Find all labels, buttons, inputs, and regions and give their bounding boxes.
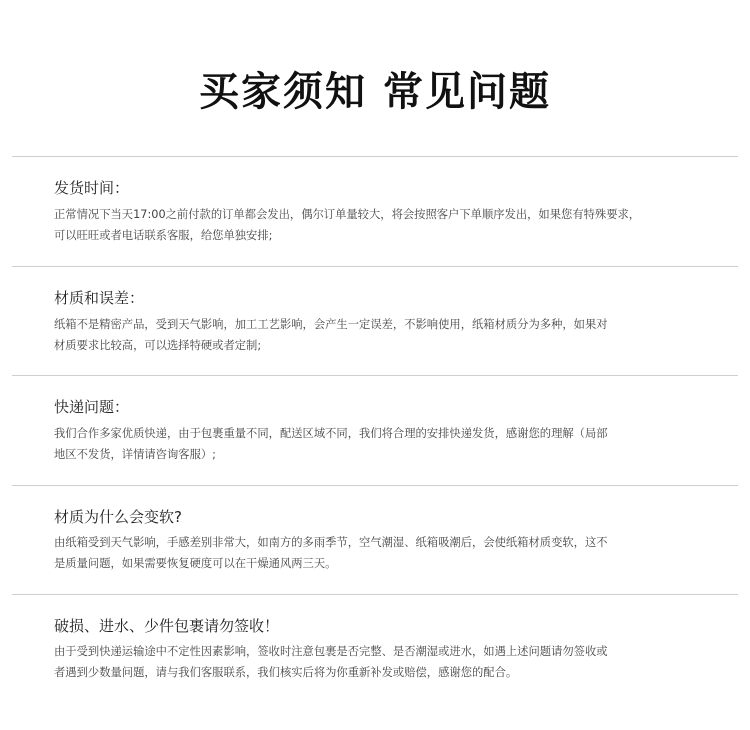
- section-body: [54, 204, 702, 246]
- section-heading: 快递问题：: [54, 398, 130, 416]
- body-line: 地区不发货，详情请咨询客服）;: [54, 448, 216, 461]
- section-body: [54, 314, 702, 356]
- body-line: 者遇到少数量问题，请与我们客服联系，我们核实后将为你重新补发或赔偿，感谢您的配合。: [54, 666, 518, 679]
- body-line: 可以旺旺或者电话联系客服，给您单独安排;: [54, 229, 273, 242]
- body-line: 是质量问题，如果需要恢复硬度可以在干燥通风两三天。: [54, 557, 337, 570]
- section-heading: 材质和误差：: [54, 289, 145, 307]
- section-heading: 材质为什么会变软?: [54, 508, 182, 526]
- section-body: [54, 423, 702, 465]
- body-line: 由于受到快递运输途中不定性因素影响，签收时注意包裹是否完整、是否潮湿或进水，如遇上述问题请勿签收或: [54, 645, 608, 658]
- page-title: 买家须知 常见问题: [199, 68, 551, 115]
- section-body: [54, 532, 702, 574]
- faq-section-material-tolerance: [0, 267, 750, 375]
- body-line: 正常情况下当天17:00之前付款的订单都会发出，偶尔订单量较大，将会按照客户下单顺序发出，如果您有特殊要求，: [54, 208, 641, 221]
- body-line: 纸箱不是精密产品，受到天气影响，加工工艺影响，会产生一定误差，不影响使用，纸箱材质分为多种，如果对: [54, 318, 608, 331]
- section-heading: 发货时间：: [54, 179, 130, 197]
- faq-section-courier: [0, 376, 750, 485]
- body-line: 由纸箱受到天气影响，手感差别非常大，如南方的多雨季节，空气潮湿、纸箱吸潮后，会使纸箱材质变软，这不: [54, 536, 608, 549]
- faq-section-softening: [0, 486, 750, 594]
- faq-section-damage: [0, 595, 750, 705]
- section-body: [54, 641, 702, 683]
- faq-section-shipping-time: [0, 157, 750, 266]
- body-line: 我们合作多家优质快递，由于包裹重量不同，配送区域不同，我们将合理的安排快递发货，感谢您的理解（局部: [54, 427, 608, 440]
- section-heading: 破损、进水、少件包裹请勿签收！: [54, 617, 280, 635]
- body-line: 材质要求比较高，可以选择特硬或者定制;: [54, 339, 262, 352]
